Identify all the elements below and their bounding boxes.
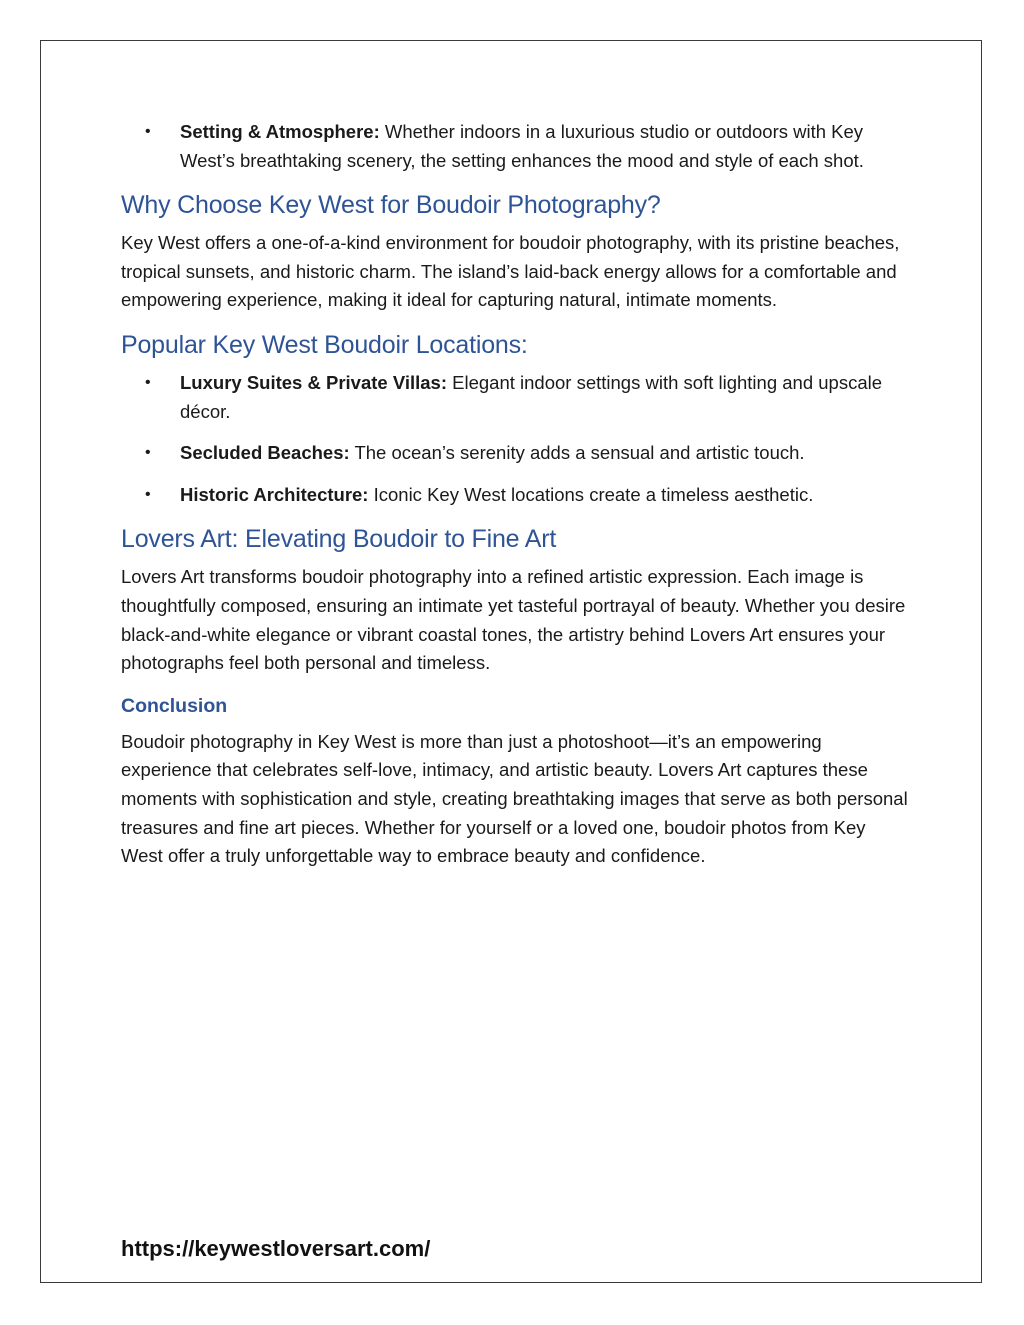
paragraph-why-key-west: Key West offers a one-of-a-kind environment for boudoir photography, with its pristine beaches, tropical sunsets, and historic charm. The island’s laid-back energy allows for a comfortable and empowering experience, making it ideal for capturing natural, intimate moments.	[121, 232, 900, 311]
footer-url-link[interactable]: https://keywestloversart.com/	[121, 1236, 431, 1261]
heading-conclusion: Conclusion	[121, 694, 228, 717]
heading-popular-locations: Popular Key West Boudoir Locations:	[121, 330, 528, 359]
bullet-icon: •	[145, 444, 151, 462]
bullet-icon: •	[145, 373, 151, 391]
bullet-text: Iconic Key West locations create a timeless aesthetic.	[368, 483, 814, 505]
paragraph-lovers-art: Lovers Art transforms boudoir photography into a refined artistic expression. Each image is thoughtfully composed, ensuring an intimate yet tasteful portrayal of beauty. Whether you desire black-and-white elegance or vibrant coastal tones, the artistry behind Lovers Art ensures your photographs feel both personal and timeless.	[121, 566, 906, 674]
list-item	[121, 369, 911, 426]
bullet-term: Historic Architecture:	[180, 483, 369, 505]
list-item	[121, 439, 911, 468]
bullet-term: Setting & Atmosphere:	[180, 121, 380, 142]
bullet-icon: •	[145, 123, 151, 140]
bullet-term: Luxury Suites & Private Villas:	[180, 371, 447, 393]
list-item	[121, 118, 911, 175]
bullet-text: The ocean’s serenity adds a sensual and artistic touch.	[349, 442, 805, 464]
bullet-text: Elegant indoor settings with soft lighting and upscale décor.	[180, 371, 883, 422]
bullet-icon: •	[145, 485, 151, 503]
bullet-text: Whether indoors in a luxurious studio or outdoors with Key West’s breathtaking scenery, the setting enhances the mood and style of each shot.	[180, 121, 864, 171]
list-item	[121, 481, 911, 510]
heading-lovers-art: Lovers Art: Elevating Boudoir to Fine Art	[121, 525, 557, 554]
paragraph-conclusion: Boudoir photography in Key West is more than just a photoshoot—it’s an empowering experience that celebrates self-love, intimacy, and artistic beauty. Lovers Art captures these moments with sophistication and style, creating breathtaking images that serve as both personal treasures and fine art pieces. Whether for yourself or a loved one, boudoir photos from Key West offer a truly unforgettable way to embrace beauty and confidence.	[121, 730, 908, 867]
intro-bullet-list	[121, 118, 911, 175]
document-content	[121, 118, 911, 879]
heading-why-key-west: Why Choose Key West for Boudoir Photography?	[121, 191, 661, 220]
locations-bullet-list	[121, 369, 911, 509]
bullet-term: Secluded Beaches:	[180, 442, 350, 464]
